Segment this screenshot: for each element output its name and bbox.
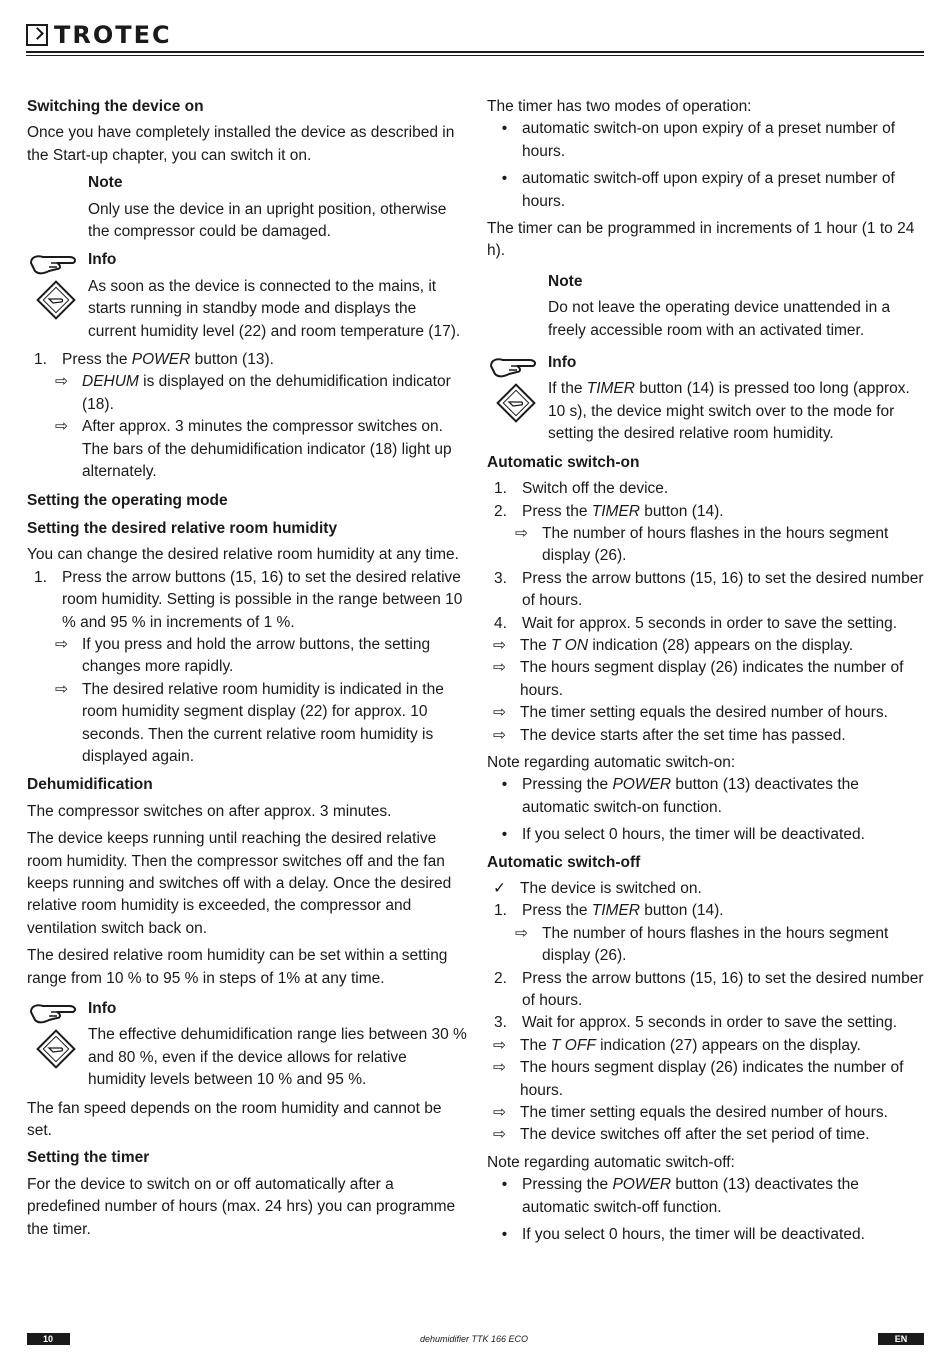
bullet-text: If you select 0 hours, the timer will be deactivated. <box>522 826 865 844</box>
step-text: Press the arrow buttons (15, 16) to set the desired number of hours. <box>522 569 924 610</box>
bullet-emphasis: POWER <box>612 776 672 794</box>
footer-title: dehumidifier TTK 166 ECO <box>70 1333 878 1345</box>
precondition-text: The device is switched on. <box>520 880 702 897</box>
note-text: Do not leave the operating device unattended in a freely accessible room with an activated timer. <box>548 299 891 339</box>
result-text: The number of hours flashes in the hours segment display (26). <box>542 524 889 565</box>
result-item <box>27 371 467 416</box>
step-text: Press the <box>522 902 592 920</box>
result-arrow-icon: ⇨ <box>55 373 68 391</box>
paragraph: Once you have completely installed the device as described in the Start-up chapter, you can switch it on. <box>27 124 455 164</box>
pointing-hand-info-icon <box>27 998 81 1074</box>
result-arrow-icon: ⇨ <box>55 680 68 698</box>
bullet-item <box>487 774 927 819</box>
step-text: Switch off the device. <box>522 480 669 498</box>
step-number: 1. <box>494 902 507 920</box>
step-text-end: button (14). <box>640 902 724 920</box>
bullet-emphasis: POWER <box>612 1176 672 1194</box>
step-text: Press the arrow buttons (15, 16) to set the desired number of hours. <box>522 969 924 1010</box>
bullet-item <box>487 168 927 213</box>
result-text: After approx. 3 minutes the compressor switches on. The bars of the dehumidification indicator (18) light up alternately. <box>82 418 452 481</box>
step-text-end: button (13). <box>190 351 274 369</box>
bullet-text-end: button (13) deactivates the automatic switch-off function. <box>522 1176 859 1216</box>
result-arrow-icon: ⇨ <box>493 1126 506 1144</box>
result-item <box>487 1124 927 1146</box>
result-arrow-icon: ⇨ <box>493 704 506 722</box>
section-title: Setting the timer <box>27 1149 150 1167</box>
list-item <box>487 613 927 635</box>
left-column <box>27 96 467 1246</box>
step-number: 3. <box>494 1014 507 1032</box>
bullet-text: automatic switch-on upon expiry of a preset number of hours. <box>522 120 896 160</box>
note-title: Note <box>548 272 583 290</box>
info-text: As soon as the device is connected to the mains, it starts running in standby mode and displays the current humidity level (22) and room temperature (17). <box>88 277 461 340</box>
check-icon: ✓ <box>493 880 506 897</box>
result-emphasis: T OFF <box>551 1036 596 1054</box>
result-text: The number of hours flashes in the hours segment display (26). <box>542 924 889 965</box>
step-text-end: button (14). <box>640 502 724 520</box>
result-text: The timer setting equals the desired number of hours. <box>520 1104 888 1122</box>
result-text-end: indication (27) appears on the display. <box>595 1036 861 1054</box>
paragraph: The fan speed depends on the room humidity and cannot be set. <box>27 1099 442 1140</box>
list-item <box>487 478 927 500</box>
info-text-end: button (14) is pressed too long (approx. 10 s), the device might switch over to the mode for setting the desired relative room humidity. <box>548 380 910 443</box>
result-item <box>487 1057 927 1102</box>
result-arrow-icon: ⇨ <box>493 659 506 677</box>
result-arrow-icon: ⇨ <box>493 1059 506 1077</box>
step-number: 3. <box>494 569 507 587</box>
paragraph: The compressor switches on after approx. 3 minutes. <box>27 802 392 820</box>
info-text: If the <box>548 380 587 398</box>
result-item <box>27 679 467 769</box>
bullet-item <box>487 1174 927 1219</box>
header-rule <box>26 51 924 53</box>
step-emphasis: TIMER <box>591 502 640 520</box>
step-text: Press the <box>62 351 132 369</box>
info-emphasis: TIMER <box>586 380 635 398</box>
paragraph: The desired relative room humidity can be set within a setting range from 10 % to 95 % in steps of 1% at any time. <box>27 947 448 987</box>
list-item <box>487 900 927 922</box>
brand-name: TROTEC <box>54 21 172 49</box>
page-number: 10 <box>42 1334 53 1344</box>
bullet: • <box>501 170 508 188</box>
result-arrow-icon: ⇨ <box>493 1036 506 1054</box>
list-item <box>487 1012 927 1034</box>
step-text: Wait for approx. 5 seconds in order to save the setting. <box>522 1014 898 1032</box>
result-item <box>27 416 467 483</box>
result-text: The desired relative room humidity is indicated in the room humidity segment display (22) for approx. 10 seconds. Then the current relative room humidity is displayed again. <box>82 680 444 765</box>
step-number: 2. <box>494 969 507 987</box>
step-text: Press the <box>522 502 592 520</box>
result-arrow-icon: ⇨ <box>493 1104 506 1122</box>
section-title: Dehumidification <box>27 776 153 794</box>
result-text: The hours segment display (26) indicates the number of hours. <box>520 659 904 699</box>
pointing-hand-info-icon <box>487 352 541 428</box>
step-number: 1. <box>34 568 47 586</box>
info-text: The effective dehumidification range lies between 30 % and 80 %, even if the device allows for relative humidity levels between 10 % and 95 %. <box>88 1026 467 1089</box>
result-text: The <box>520 636 552 654</box>
bullet-item <box>487 824 927 846</box>
brand-logo <box>26 22 172 48</box>
list-item <box>487 501 927 523</box>
paragraph: The device keeps running until reaching the desired relative room humidity. Then the compressor switches off and the fan keeps running and switches off with a delay. Once the desired relative room humidity is exceeded, the compressor and ventilation switch back on. <box>27 830 452 937</box>
result-item <box>487 657 927 702</box>
result-text: The <box>520 1036 552 1054</box>
info-block <box>27 998 467 1092</box>
result-emphasis: T ON <box>551 636 589 654</box>
result-arrow-icon: ⇨ <box>55 418 68 436</box>
list-item <box>487 568 927 613</box>
bullet: • <box>501 1176 508 1194</box>
note-block <box>548 271 927 342</box>
section-title: Automatic switch-on <box>487 453 640 471</box>
bullet-text: automatic switch-off upon expiry of a preset number of hours. <box>522 170 895 210</box>
result-item <box>487 523 927 568</box>
bullet-text: Pressing the <box>522 1176 613 1194</box>
chevron-right-icon <box>26 24 48 46</box>
bullet: • <box>501 826 508 844</box>
paragraph: Note regarding automatic switch-on: <box>487 753 736 771</box>
step-emphasis: POWER <box>131 351 191 369</box>
paragraph: For the device to switch on or off automatically after a predefined number of hours (max. 24 hrs) you can programme the timer. <box>27 1175 456 1238</box>
info-title: Info <box>548 354 577 372</box>
result-text: The device starts after the set time has passed. <box>520 726 846 744</box>
result-text: The timer setting equals the desired number of hours. <box>520 704 888 722</box>
precondition-item <box>487 878 927 900</box>
result-arrow-icon: ⇨ <box>515 524 528 542</box>
info-block <box>27 249 467 343</box>
bullet-item <box>487 118 927 163</box>
section-title: Setting the desired relative room humidity <box>27 519 338 537</box>
step-number: 2. <box>494 502 507 520</box>
result-item <box>487 1035 927 1057</box>
section-title: Setting the operating mode <box>27 491 228 509</box>
result-text: If you press and hold the arrow buttons, the setting changes more rapidly. <box>82 635 431 676</box>
page-header <box>26 22 924 56</box>
result-emphasis: DEHUM <box>82 373 139 391</box>
result-text-end: indication (28) appears on the display. <box>588 636 854 654</box>
list-item <box>27 349 467 371</box>
step-number: 4. <box>494 614 507 632</box>
result-arrow-icon: ⇨ <box>493 636 506 654</box>
step-emphasis: TIMER <box>591 902 640 920</box>
header-rule-thin <box>26 55 924 56</box>
bullet: • <box>501 1226 508 1244</box>
step-text: Wait for approx. 5 seconds in order to save the setting. <box>522 614 898 632</box>
step-number: 1. <box>34 351 47 369</box>
info-block <box>487 352 927 446</box>
result-item <box>487 635 927 657</box>
info-title: Info <box>88 1000 117 1018</box>
result-item <box>487 702 927 724</box>
result-arrow-icon: ⇨ <box>493 726 506 744</box>
info-title: Info <box>88 251 117 269</box>
bullet: • <box>501 776 508 794</box>
bullet-text: If you select 0 hours, the timer will be deactivated. <box>522 1226 865 1244</box>
result-arrow-icon: ⇨ <box>55 635 68 653</box>
result-item <box>487 1102 927 1124</box>
list-item <box>27 567 467 634</box>
pointing-hand-info-icon <box>27 249 81 325</box>
result-item <box>487 923 927 968</box>
bullet-text: Pressing the <box>522 776 613 794</box>
paragraph: You can change the desired relative room humidity at any time. <box>27 546 459 564</box>
result-text: The device switches off after the set period of time. <box>520 1126 870 1144</box>
bullet-item <box>487 1224 927 1246</box>
section-title: Automatic switch-off <box>487 853 641 871</box>
note-text: Only use the device in an upright position, otherwise the compressor could be damaged. <box>88 200 447 241</box>
note-title: Note <box>88 174 123 192</box>
bullet: • <box>501 120 508 138</box>
paragraph: Note regarding automatic switch-off: <box>487 1153 735 1171</box>
bullet-text-end: button (13) deactivates the automatic switch-on function. <box>522 776 859 816</box>
paragraph: The timer can be programmed in increments of 1 hour (1 to 24 h). <box>487 220 915 260</box>
result-text: is displayed on the dehumidification indicator (18). <box>82 373 451 413</box>
result-item <box>27 634 467 679</box>
note-block <box>88 172 467 243</box>
language-code: EN <box>894 1334 908 1344</box>
section-title: Switching the device on <box>27 98 204 115</box>
result-arrow-icon: ⇨ <box>515 924 528 942</box>
result-item <box>487 725 927 747</box>
step-number: 1. <box>494 480 507 498</box>
step-text: Press the arrow buttons (15, 16) to set the desired relative room humidity. Setting is possible in the range between 10 % and 95 % in increments of 1 %. <box>62 568 463 631</box>
result-text: The hours segment display (26) indicates the number of hours. <box>520 1059 904 1099</box>
list-item <box>487 968 927 1013</box>
right-column <box>487 96 927 1252</box>
paragraph: The timer has two modes of operation: <box>487 98 752 115</box>
